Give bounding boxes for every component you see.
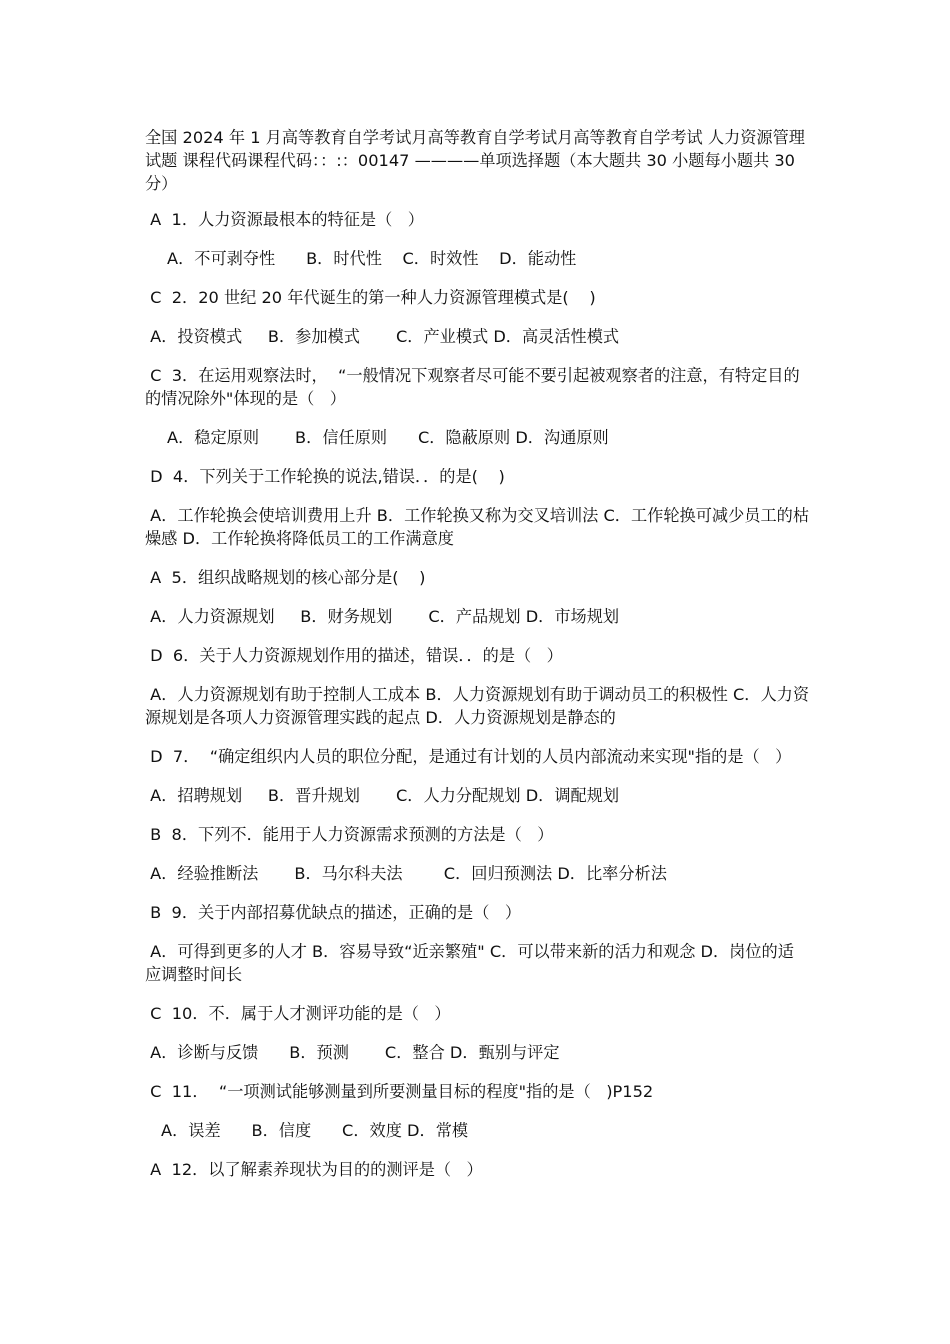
question-9-options: A．可得到更多的人才 B．容易导致“近亲繁殖" C．可以带来新的活力和观念 D．岗位的适应调整时间长	[145, 942, 794, 984]
question-7-options: A．招聘规划 B．晋升规划 C．人力分配规划 D．调配规划	[145, 786, 620, 805]
question-3-options: A．稳定原则 B．信任原则 C．隐蔽原则 D．沟通原则	[167, 428, 609, 447]
question-4-options: A．工作轮换会使培训费用上升 B．工作轮换又称为交叉培训法 C．工作轮换可减少员工的枯燥感 D．工作轮换将降低员工的工作满意度	[145, 506, 810, 548]
question-11: C 11． “一项测试能够测量到所要测量目标的程度"指的是（ )P152	[145, 1082, 654, 1101]
document-header: 全国 2024 年 1 月高等教育自学考试月高等教育自学考试月高等教育自学考试 人力资源管理试题 课程代码课程代码：：:：00147 ————单项选择题（本大题共 30 小题每小题共 30 分）	[145, 128, 805, 193]
question-2-options: A．投资模式 B．参加模式 C．产业模式 D．高灵活性模式	[145, 327, 620, 346]
question-4: D 4．下列关于工作轮换的说法,错误．．的是( )	[145, 467, 505, 486]
question-6: D 6．关于人力资源规划作用的描述，错误．．的是（ ）	[145, 646, 563, 665]
question-10: C 10．不．属于人才测评功能的是（ ）	[145, 1004, 451, 1023]
question-12: A 12．以了解素养现状为目的的测评是（ ）	[145, 1160, 483, 1179]
question-5-options: A．人力资源规划 B．财务规划 C．产品规划 D．市场规划	[145, 607, 620, 626]
question-1: A 1．人力资源最根本的特征是（ ）	[145, 210, 424, 229]
question-7: D 7． “确定组织内人员的职位分配，是通过有计划的人员内部流动来实现"指的是（ ）	[145, 747, 792, 766]
question-2: C 2．20 世纪 20 年代诞生的第一种人力资源管理模式是( )	[145, 288, 596, 307]
document-page	[145, 126, 810, 1197]
question-11-options: A．误差 B．信度 C．效度 D．常模	[161, 1121, 469, 1140]
question-8: B 8．下列不．能用于人力资源需求预测的方法是（ ）	[145, 825, 554, 844]
question-3: C 3．在运用观察法时， “一般情况下观察者尽可能不要引起被观察者的注意，有特定目的的情况除外"体现的是（ ）	[145, 366, 800, 408]
question-6-options: A．人力资源规划有助于控制人工成本 B．人力资源规划有助于调动员工的积极性 C．人力资源规划是各项人力资源管理实践的起点 D．人力资源规划是静态的	[145, 685, 810, 727]
question-10-options: A．诊断与反馈 B．预测 C．整合 D．甄别与评定	[145, 1043, 560, 1062]
question-8-options: A．经验推断法 B．马尔科夫法 C．回归预测法 D．比率分析法	[145, 864, 667, 883]
question-1-options: A．不可剥夺性 B．时代性 C．时效性 D．能动性	[167, 249, 577, 268]
question-9: B 9．关于内部招募优缺点的描述，正确的是（ ）	[145, 903, 522, 922]
question-5: A 5．组织战略规划的核心部分是( )	[145, 568, 426, 587]
